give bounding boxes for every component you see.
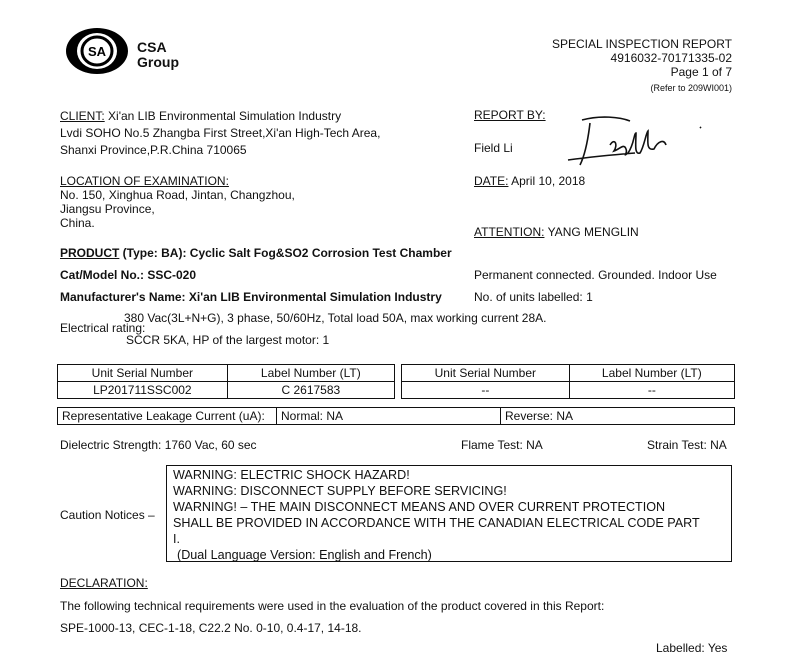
report-number: 4916032-70171335-02 [610,51,732,65]
model-number: Cat/Model No.: SSC-020 [60,268,197,282]
attention: ATTENTION: YANG MENGLIN [474,225,639,239]
declaration-text: The following technical requirements were used in the evaluation of the product covered in this Report: [60,599,605,613]
electrical-rating-1: 380 Vac(3L+N+G), 3 phase, 50/60Hz, Total load 50A, max working current 28A. [124,311,547,325]
warning-line: WARNING! – THE MAIN DISCONNECT MEANS AND OVER CURRENT PROTECTION [173,500,666,514]
leakage-label: Representative Leakage Current (uA): [58,408,277,425]
electrical-rating-2: SCCR 5KA, HP of the largest motor: 1 [126,333,330,347]
warning-line: SHALL BE PROVIDED IN ACCORDANCE WITH THE CANADIAN ELECTRICAL CODE PART [173,516,700,530]
report-by-name: Field Li [474,141,513,155]
csa-logo [64,26,130,79]
caution-label: Caution Notices – [60,508,155,522]
refer-note: (Refer to 209WI001) [650,83,732,93]
label-number: -- [569,382,734,399]
client-address-2: Shanxi Province,P.R.China 710065 [60,143,247,157]
standards-list: SPE-1000-13, CEC-1-18, C22.2 No. 0-10, 0.4-17, 14-18. [60,621,362,635]
serial-number: -- [402,382,570,399]
client-address: Lvdi SOHO No.5 Zhangba First Street,Xi'an High-Tech Area, [60,126,381,140]
connection-info: Permanent connected. Grounded. Indoor Use [474,268,717,282]
language-note: (Dual Language Version: English and French) [177,548,432,562]
page-number: Page 1 of 7 [670,65,732,79]
client-name: Xi'an LIB Environmental Simulation Industry [104,109,342,123]
manufacturer: Manufacturer's Name: Xi'an LIB Environmental Simulation Industry [60,290,442,304]
leakage-table [57,407,735,425]
units-table-left [57,364,395,399]
report-header [552,37,732,95]
location-line: No. 150, Xinghua Road, Jintan, Changzhou, [60,188,295,202]
labelled-status: Labelled: Yes [656,641,728,655]
dielectric-strength: Dielectric Strength: 1760 Vac, 60 sec [60,438,257,452]
date: DATE: April 10, 2018 [474,174,586,188]
table-header: Label Number (LT) [227,365,394,382]
table-header: Unit Serial Number [402,365,570,382]
units-table-right [401,364,735,399]
leakage-reverse: Reverse: NA [501,408,735,425]
location-block [60,174,295,230]
strain-test: Strain Test: NA [647,438,727,452]
client-label: CLIENT: [60,109,105,123]
serial-number: LP201711SSC002 [58,382,228,399]
location-line: China. [60,216,95,230]
report-by-label: REPORT BY: [474,108,546,122]
warning-line: I. [173,532,180,546]
logo-text: CSA Group [137,39,179,70]
client-block [60,108,380,159]
leakage-normal: Normal: NA [277,408,501,425]
label-number: C 2617583 [227,382,394,399]
flame-test: Flame Test: NA [461,438,543,452]
report-title: SPECIAL INSPECTION REPORT [551,37,732,51]
electrical-label: Electrical rating: [60,321,146,335]
product: PRODUCT (Type: BA): Cyclic Salt Fog&SO2 Corrosion Test Chamber [60,246,452,260]
caution-notices-box [166,465,732,562]
declaration-label: DECLARATION: [60,576,148,590]
location-line: Jiangsu Province, [60,202,155,216]
csa-logo-icon [64,26,130,76]
signature [560,115,720,173]
warning-line: WARNING: DISCONNECT SUPPLY BEFORE SERVICING! [173,484,507,498]
table-header: Unit Serial Number [58,365,228,382]
warning-line: WARNING: ELECTRIC SHOCK HAZARD! [173,468,410,482]
table-header: Label Number (LT) [569,365,734,382]
svg-text:SA: SA [87,44,107,59]
units-labelled: No. of units labelled: 1 [474,290,593,304]
location-label: LOCATION OF EXAMINATION: [60,174,229,188]
